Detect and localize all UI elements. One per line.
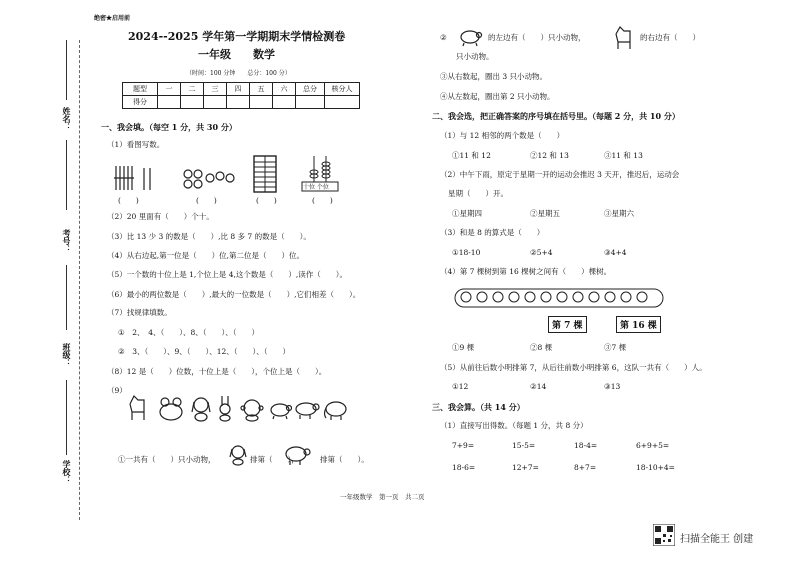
section-3-title: 三、我会算。（共 14 分） — [432, 402, 525, 412]
q9b-text: 排第（ ）， — [250, 455, 299, 464]
score-row-label: 得分 — [123, 96, 158, 109]
q7-text: （7）找规律填数。 — [107, 308, 172, 317]
calc-item: 8+7= — [574, 463, 597, 472]
calc-item: 15-5= — [512, 441, 536, 450]
c3-option-1[interactable]: ①18-10 — [452, 248, 481, 257]
rabbit-icon — [216, 394, 234, 422]
q9-text: （9） — [107, 386, 127, 395]
q8-text: （8）12 是（ ）位数，十位上是（ ），个位上是（ ）。 — [107, 367, 327, 376]
monkey-icon — [240, 398, 264, 422]
q9f-text: ④从左数起，圈出第 2 只小动物。 — [440, 92, 555, 101]
turtle-icon — [268, 400, 292, 420]
q7b-text: ② 3、（ ）、9、（ ）、12、（ ）、（ ） — [118, 347, 291, 356]
q6-text: （6）最小的两位数是（ ）,最大的一位数是（ ）,它们相差（ ）。 — [107, 290, 361, 299]
c3-option-3[interactable]: ③4+4 — [604, 248, 627, 257]
score-header-cell: 六 — [273, 83, 296, 96]
school-underline — [66, 380, 67, 455]
calc-item: 18-6= — [452, 463, 476, 472]
score-header-cell: 三 — [204, 83, 227, 96]
scanner-watermark: 扫描全能王 创建 — [680, 534, 754, 545]
score-cell[interactable] — [227, 96, 250, 109]
score-cell[interactable] — [296, 96, 325, 109]
score-cell[interactable] — [181, 96, 204, 109]
section-1-title: 一、我会填。（每空 1 分，共 30 分） — [101, 122, 237, 132]
c1-text: （1）与 12 相邻的两个数是（ ） — [440, 131, 565, 140]
secret-mark: 绝密★启用前 — [94, 15, 131, 22]
q9c-text: 排第（ ）。 — [320, 455, 369, 464]
abacus-labels: 十位 个位 — [303, 184, 329, 191]
score-header-cell: 核分人 — [325, 83, 360, 96]
q1-blank-2[interactable]: ( ) — [196, 196, 217, 205]
score-cell[interactable] — [325, 96, 360, 109]
calc-item: 7+9= — [452, 441, 475, 450]
c4-text: （4）第 7 棵树到第 16 棵树之间有（ ）棵树。 — [440, 267, 612, 276]
c2-option-3[interactable]: ③星期六 — [604, 209, 634, 218]
score-cell[interactable] — [250, 96, 273, 109]
beads-icon — [180, 168, 238, 192]
q7a-text: ① 2、 4、（ ）、8、（ ）、（ ） — [118, 328, 260, 337]
q9d-text-1: 的左边有（ ）只小动物， — [488, 33, 586, 42]
tree-16-label: 第 16 棵 — [616, 316, 661, 333]
dog-icon — [190, 396, 212, 422]
c2-option-2[interactable]: ②星期五 — [530, 209, 560, 218]
section-2-title: 二、我会选，把正确答案的序号填在括号里。（每题 2 分，共 10 分） — [432, 111, 680, 121]
calc-item: 6+9+5= — [636, 441, 670, 450]
score-cell[interactable] — [158, 96, 181, 109]
q9d-text-3: 只小动物。 — [456, 52, 494, 61]
frog-icon — [158, 396, 184, 422]
exam-timing: （时间：100 分钟 总分：100 分） — [186, 70, 291, 77]
exam-title: 2024--2025 学年第一学期期末学情检测卷 — [128, 30, 346, 43]
sticks-bundle-icon — [112, 164, 138, 192]
c2-text-1: （2）中午下雨，原定于星期一开的运动会推迟 3 天开，推迟后，运动会 — [440, 170, 680, 179]
q3-text: （3）比 13 少 3 的数是（ ）,比 8 多 7 的数是（ ）。 — [107, 232, 311, 241]
q1-text: （1）看图写数。 — [107, 140, 165, 149]
calc-item: 18-4= — [574, 441, 598, 450]
id-label: 考号： — [62, 229, 72, 253]
c2-option-1[interactable]: ①星期四 — [452, 209, 482, 218]
c4-option-1[interactable]: ①9 棵 — [452, 343, 475, 352]
tree-7-label: 第 7 棵 — [548, 316, 587, 333]
q9d-number: ② — [440, 33, 447, 42]
exam-subtitle: 一年级 数学 — [198, 48, 275, 61]
turtle-icon — [458, 27, 484, 47]
c1-option-2[interactable]: ②12 和 13 — [530, 151, 569, 160]
class-underline — [66, 265, 67, 330]
score-header-cell: 一 — [158, 83, 181, 96]
q1-blank-1[interactable]: ( ) — [118, 196, 139, 205]
c5-text: （5）从前往后数小明排第 7，从后往前数小明排第 6，这队一共有（ ）人。 — [440, 363, 707, 372]
score-table — [122, 82, 360, 109]
score-value-row — [123, 96, 360, 109]
c3-text: （3）和是 8 的算式是（ ） — [440, 228, 545, 237]
score-header-row — [123, 83, 360, 96]
id-underline — [66, 140, 67, 210]
q4-text: （4）从右边起,第一位是（ ）位,第二位是（ ）位。 — [107, 251, 305, 260]
score-header-cell: 二 — [181, 83, 204, 96]
q2-text: （2）20 里面有（ ）个十。 — [107, 212, 214, 221]
q1-blank-3[interactable]: ( ) — [256, 196, 277, 205]
q9a-text: ①一共有（ ）只小动物， — [118, 455, 216, 464]
c2-text-2: 星期（ ）开。 — [448, 189, 508, 198]
score-header-cell: 总分 — [296, 83, 325, 96]
score-header-cell: 五 — [250, 83, 273, 96]
c3-option-2[interactable]: ②5+4 — [530, 248, 553, 257]
sheep-icon — [284, 444, 312, 466]
single-sticks-icon — [140, 166, 154, 192]
q9d-text-2: 的右边有（ ） — [640, 33, 700, 42]
calc-item: 12+7= — [512, 463, 539, 472]
horse-icon — [126, 392, 150, 422]
dog-icon — [228, 444, 248, 466]
name-underline — [66, 40, 67, 100]
elephant-icon — [322, 398, 348, 422]
page-footer: 一年级数学 第一页 共二页 — [340, 493, 425, 501]
c1-option-3[interactable]: ③11 和 13 — [604, 151, 643, 160]
school-label: 学校： — [62, 460, 72, 484]
score-header-cell: 题型 — [123, 83, 158, 96]
sheep-icon — [294, 400, 320, 420]
c5-option-3[interactable]: ③13 — [604, 382, 621, 391]
counting-rack-icon — [252, 154, 278, 194]
c5-option-1[interactable]: ①12 — [452, 382, 469, 391]
c4-option-2[interactable]: ②8 棵 — [530, 343, 553, 352]
calc-item: 18-10+4= — [636, 463, 675, 472]
horse-icon — [612, 24, 636, 50]
class-label: 班级： — [62, 343, 72, 367]
q1-blank-4[interactable]: ( ) — [312, 196, 333, 205]
score-cell[interactable] — [204, 96, 227, 109]
binding-line — [79, 40, 80, 520]
qr-code-icon — [653, 524, 675, 546]
calc-title: （1）直接写出得数。（每题 1 分，共 8 分） — [440, 421, 588, 430]
c4-option-3[interactable]: ③7 棵 — [604, 343, 627, 352]
tree-row-icon — [454, 288, 664, 308]
c1-option-1[interactable]: ①11 和 12 — [452, 151, 491, 160]
name-label: 姓名： — [62, 107, 72, 131]
score-cell[interactable] — [273, 96, 296, 109]
c5-option-2[interactable]: ②14 — [530, 382, 547, 391]
score-header-cell: 四 — [227, 83, 250, 96]
q5-text: （5）一个数的十位上是 1,个位上是 4,这个数是（ ）,读作（ ）。 — [107, 270, 347, 279]
q9e-text: ③从右数起，圈出 3 只小动物。 — [440, 72, 548, 81]
